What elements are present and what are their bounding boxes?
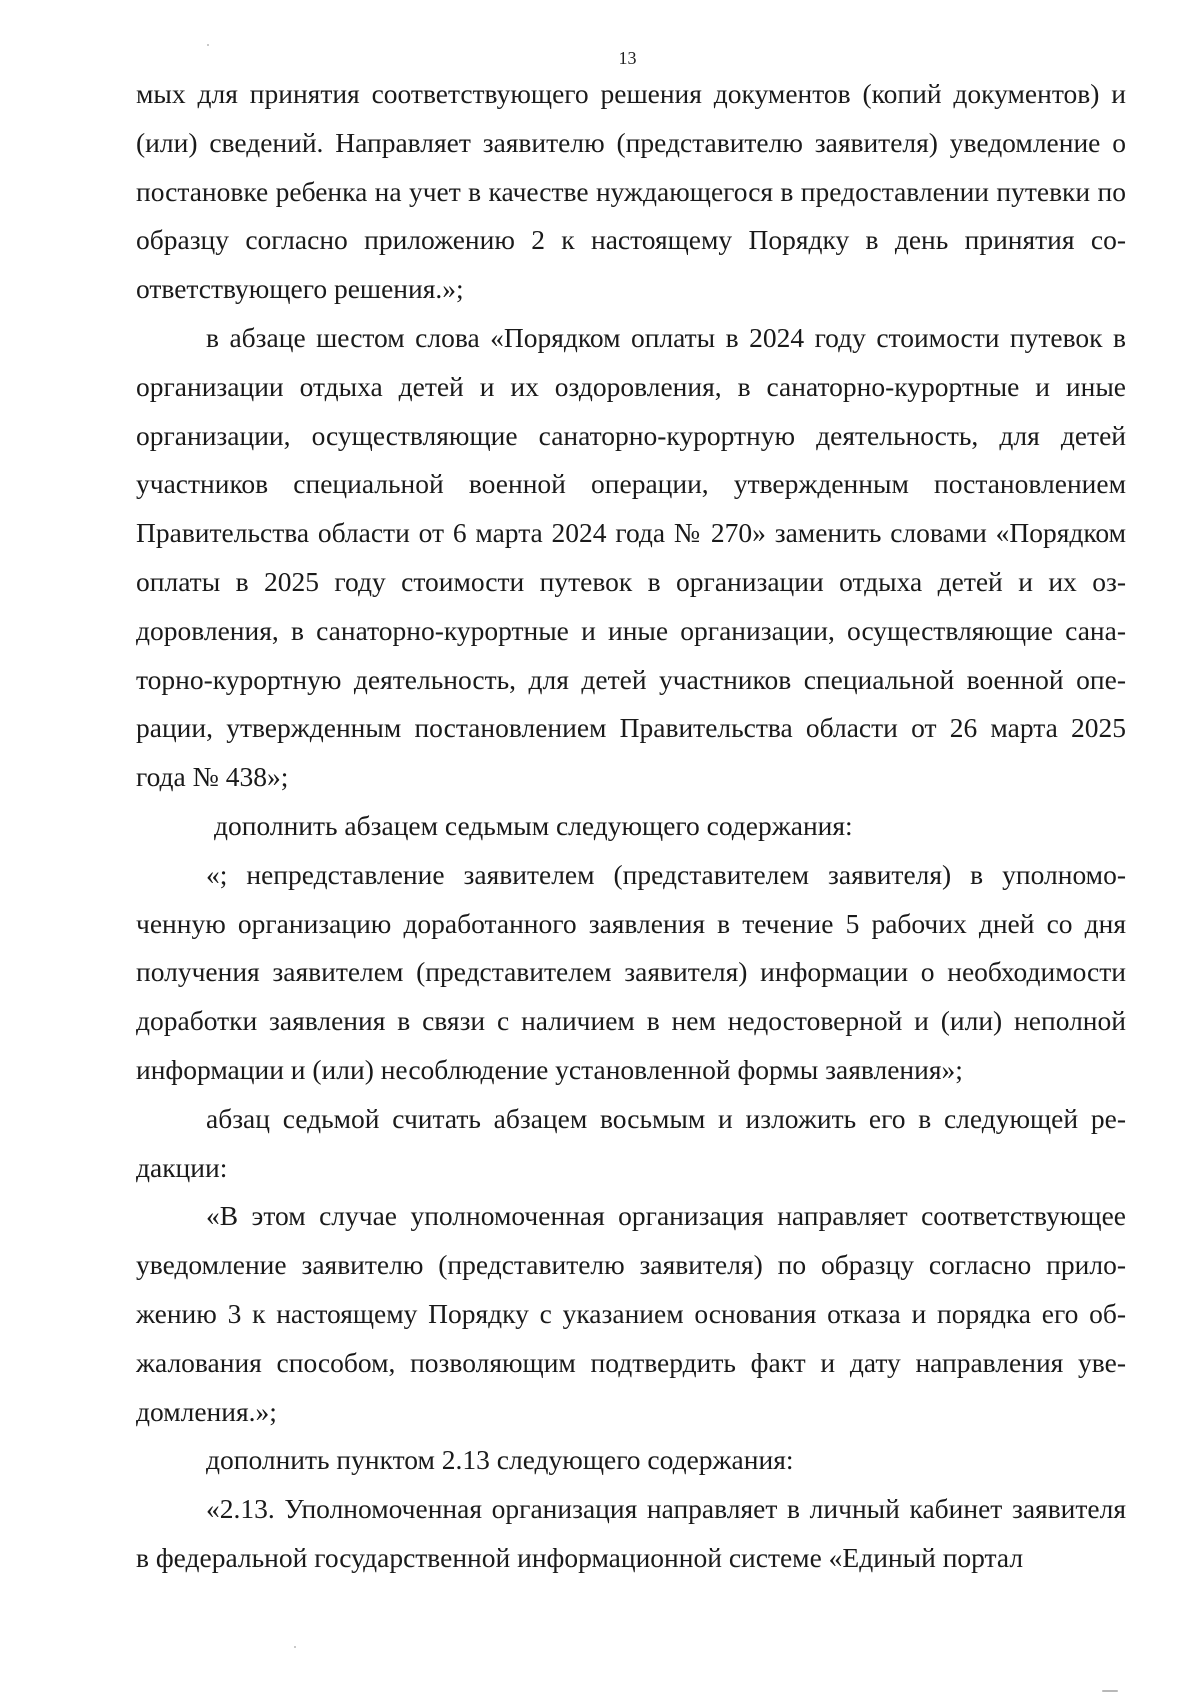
paragraph-notification-clause: «В этом случае уполномоченная организация направляет соответствующее уведомление заявителю (представителю заявителя) по образцу согласно приложению 3 к настоящему Порядку с указанием основания отказа и порядка его обжалования способом, позволяющим подтвердить факт и дату направления уведомления.»;	[136, 1200, 1126, 1427]
paragraph-continuation: мых для принятия соответствующего решения документов (копий документов) и (или) сведений. Направляет заявителю (представителю заявителя) уведомление о постановке ребенка на учет в качестве нуждающегося в предоставлении путевки по образцу согласно приложению 2 к настоящему Порядку в день принятия соответствующего решения.»;	[136, 78, 1126, 305]
paragraph-add-seventh-abzac: дополнить абзацем седьмым следующего содержания:	[214, 809, 853, 841]
scan-speck	[207, 44, 209, 46]
paragraph-sixth-abzac-replacement: в абзаце шестом слова «Порядком оплаты в 2024 году стоимости путевок в организации отдыха детей и их оздоровления, в санаторно-курортные и иные организации, осуществляющие санаторно-курортную деятельность, для детей участников специальной военной операции, утвержденным постановлением Правительства области от 6 марта 2024 года № 270» заменить словами «Порядком оплаты в 2025 году стоимости путевок в организации отдыха детей и их оздоровления, в санаторно-курортные и иные организации, осуществляющие санаторно-курортную деятельность, для детей участников специальной военной операции, утвержденным постановлением Правительства области от 26 марта 2025 года № 438»;	[136, 321, 1126, 793]
scan-speck	[1102, 1690, 1118, 1692]
document-body	[136, 70, 1126, 1583]
paragraph-seventh-abzac-content: «; непредставление заявителем (представителем заявителя) в уполномоченную организацию доработанного заявления в течение 5 рабочих дней со дня получения заявителем (представителем заявителя) информации о необходимости доработки заявления в связи с наличием в нем недостоверной и (или) неполной информации и (или) несоблюдение установленной формы заявления»;	[136, 858, 1126, 1085]
page-number: 13	[618, 48, 637, 68]
scan-speck	[294, 1646, 296, 1648]
paragraph-point-2-13-content: «2.13. Уполномоченная организация направляет в личный кабинет заявителя в федеральной государственной информационной системе «Единый портал	[136, 1493, 1126, 1573]
paragraph-add-point-2-13: дополнить пунктом 2.13 следующего содержания:	[206, 1444, 794, 1476]
paragraph-renumber-abzac: абзац седьмой считать абзацем восьмым и изложить его в следующей редакции:	[136, 1102, 1126, 1183]
